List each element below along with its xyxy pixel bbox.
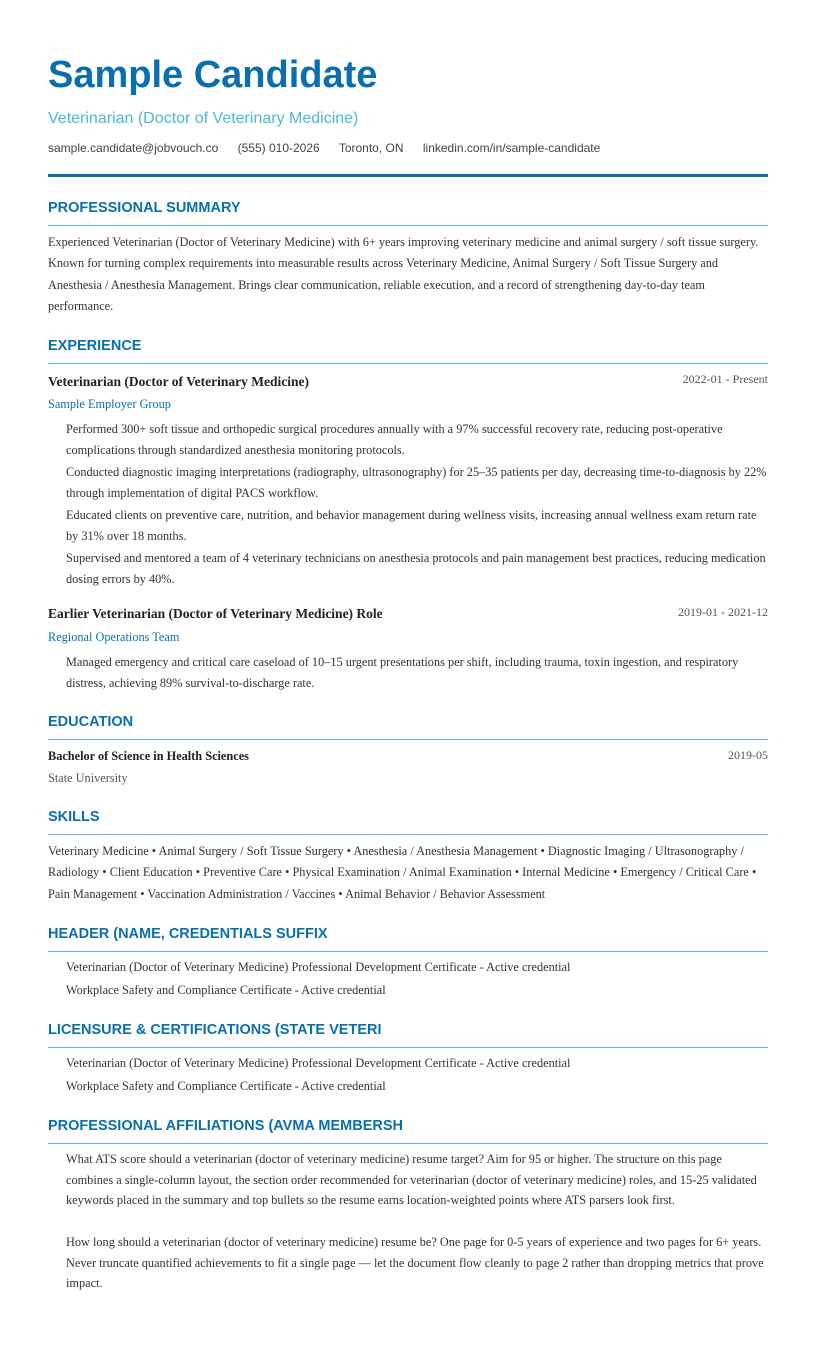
section-title-experience: EXPERIENCE — [48, 337, 768, 364]
affiliation-item: What ATS score should a veterinarian (doctor of veterinary medicine) resume target? Aim for 95 or higher. The structure on this page combines a single-column layout, the section order recommended for veterinarian (doctor of veterinary medicine) roles, and 15-25 validated keywords placed in the summary and top bullets so the resume earns location-weighted points where ATS parsers look first. — [66, 1152, 757, 1207]
education-date: 2019-05 — [728, 748, 768, 762]
summary-text: Experienced Veterinarian (Doctor of Veterinary Medicine) with 6+ years improving veterinary medicine and animal surgery / soft tissue surgery. Known for turning complex requirements into measurable results across Veterinary Medicine, Animal Surgery / Soft Tissue Surgery and Anesthesia / Anesthesia Management. Brings clear communication, reliable execution, and a record of strengthening day-to-day team performance. — [48, 235, 759, 313]
licensure-item: Workplace Safety and Compliance Certificate - Active credential — [66, 1079, 386, 1093]
contact-line — [48, 140, 616, 156]
candidate-title: Veterinarian (Doctor of Veterinary Medicine) — [48, 110, 359, 127]
job-bullet: Performed 300+ soft tissue and orthopedic surgical procedures annually with a 97% successful recovery rate, reducing post-operative complications through standardized anesthesia monitoring protocols. — [66, 422, 723, 457]
licensure-item: Veterinarian (Doctor of Veterinary Medicine) Professional Development Certificate - Active credential — [66, 1056, 571, 1070]
job-bullet: Educated clients on preventive care, nutrition, and behavior management during wellness visits, increasing annual wellness exam return rate by 31% over 18 months. — [66, 508, 757, 543]
section-title-licensure: LICENSURE & CERTIFICATIONS (STATE VETERI — [48, 1021, 768, 1048]
job-bullet: Supervised and mentored a team of 4 veterinary technicians on anesthesia protocols and pain management best practices, reducing medication dosing errors by 40%. — [66, 551, 766, 586]
section-title-affiliations: PROFESSIONAL AFFILIATIONS (AVMA MEMBERSH — [48, 1117, 768, 1144]
section-title-skills: SKILLS — [48, 808, 768, 835]
education-degree: Bachelor of Science in Health Sciences — [48, 749, 249, 763]
credential-item: Workplace Safety and Compliance Certificate - Active credential — [66, 983, 386, 997]
job-dates: 2019-01 - 2021-12 — [678, 605, 768, 619]
credential-item: Veterinarian (Doctor of Veterinary Medicine) Professional Development Certificate - Active credential — [66, 960, 571, 974]
candidate-name: Sample Candidate — [48, 54, 378, 96]
job-title: Veterinarian (Doctor of Veterinary Medicine) — [48, 374, 309, 389]
job-dates: 2022-01 - Present — [682, 372, 768, 386]
skills-text: Veterinary Medicine • Animal Surgery / Soft Tissue Surgery • Anesthesia / Anesthesia Management • Diagnostic Imaging / Ultrasonography / Radiology • Client Education • Preventive Care • Physical Examination / Animal Examination • Internal Medicine • Emergency / Critical Care • Pain Management • Vaccination Administration / Vaccines • Animal Behavior / Behavior Assessment — [48, 844, 757, 901]
header-divider — [48, 174, 768, 177]
affiliation-item: How long should a veterinarian (doctor of veterinary medicine) resume be? One page for 0-5 years of experience and two pages for 6+ years. Never truncate quantified achievements to fit a single page — let the document flow cleanly to page 2 rather than dropping metrics that prove impact. — [66, 1235, 764, 1290]
contact-location: Toronto, ON — [338, 141, 404, 155]
section-title-credentials: HEADER (NAME, CREDENTIALS SUFFIX — [48, 925, 768, 952]
education-school: State University — [48, 771, 128, 785]
section-title-summary: PROFESSIONAL SUMMARY — [48, 199, 768, 226]
contact-phone: (555) 010-2026 — [237, 141, 320, 155]
section-title-education: EDUCATION — [48, 713, 768, 740]
job-bullet: Conducted diagnostic imaging interpretations (radiography, ultrasonography) for 25–35 patients per day, decreasing time-to-diagnosis by 22% through implementation of digital PACS workflow. — [66, 465, 767, 500]
job-employer: Regional Operations Team — [48, 630, 180, 644]
contact-email[interactable]: sample.candidate@jobvouch.co — [48, 141, 219, 155]
job-title: Earlier Veterinarian (Doctor of Veterinary Medicine) Role — [48, 606, 383, 621]
contact-linkedin[interactable]: linkedin.com/in/sample-candidate — [422, 141, 601, 155]
job-bullet: Managed emergency and critical care caseload of 10–15 urgent presentations per shift, including trauma, toxin ingestion, and respiratory distress, achieving 89% survival-to-discharge rate. — [66, 655, 739, 690]
job-employer: Sample Employer Group — [48, 397, 171, 411]
